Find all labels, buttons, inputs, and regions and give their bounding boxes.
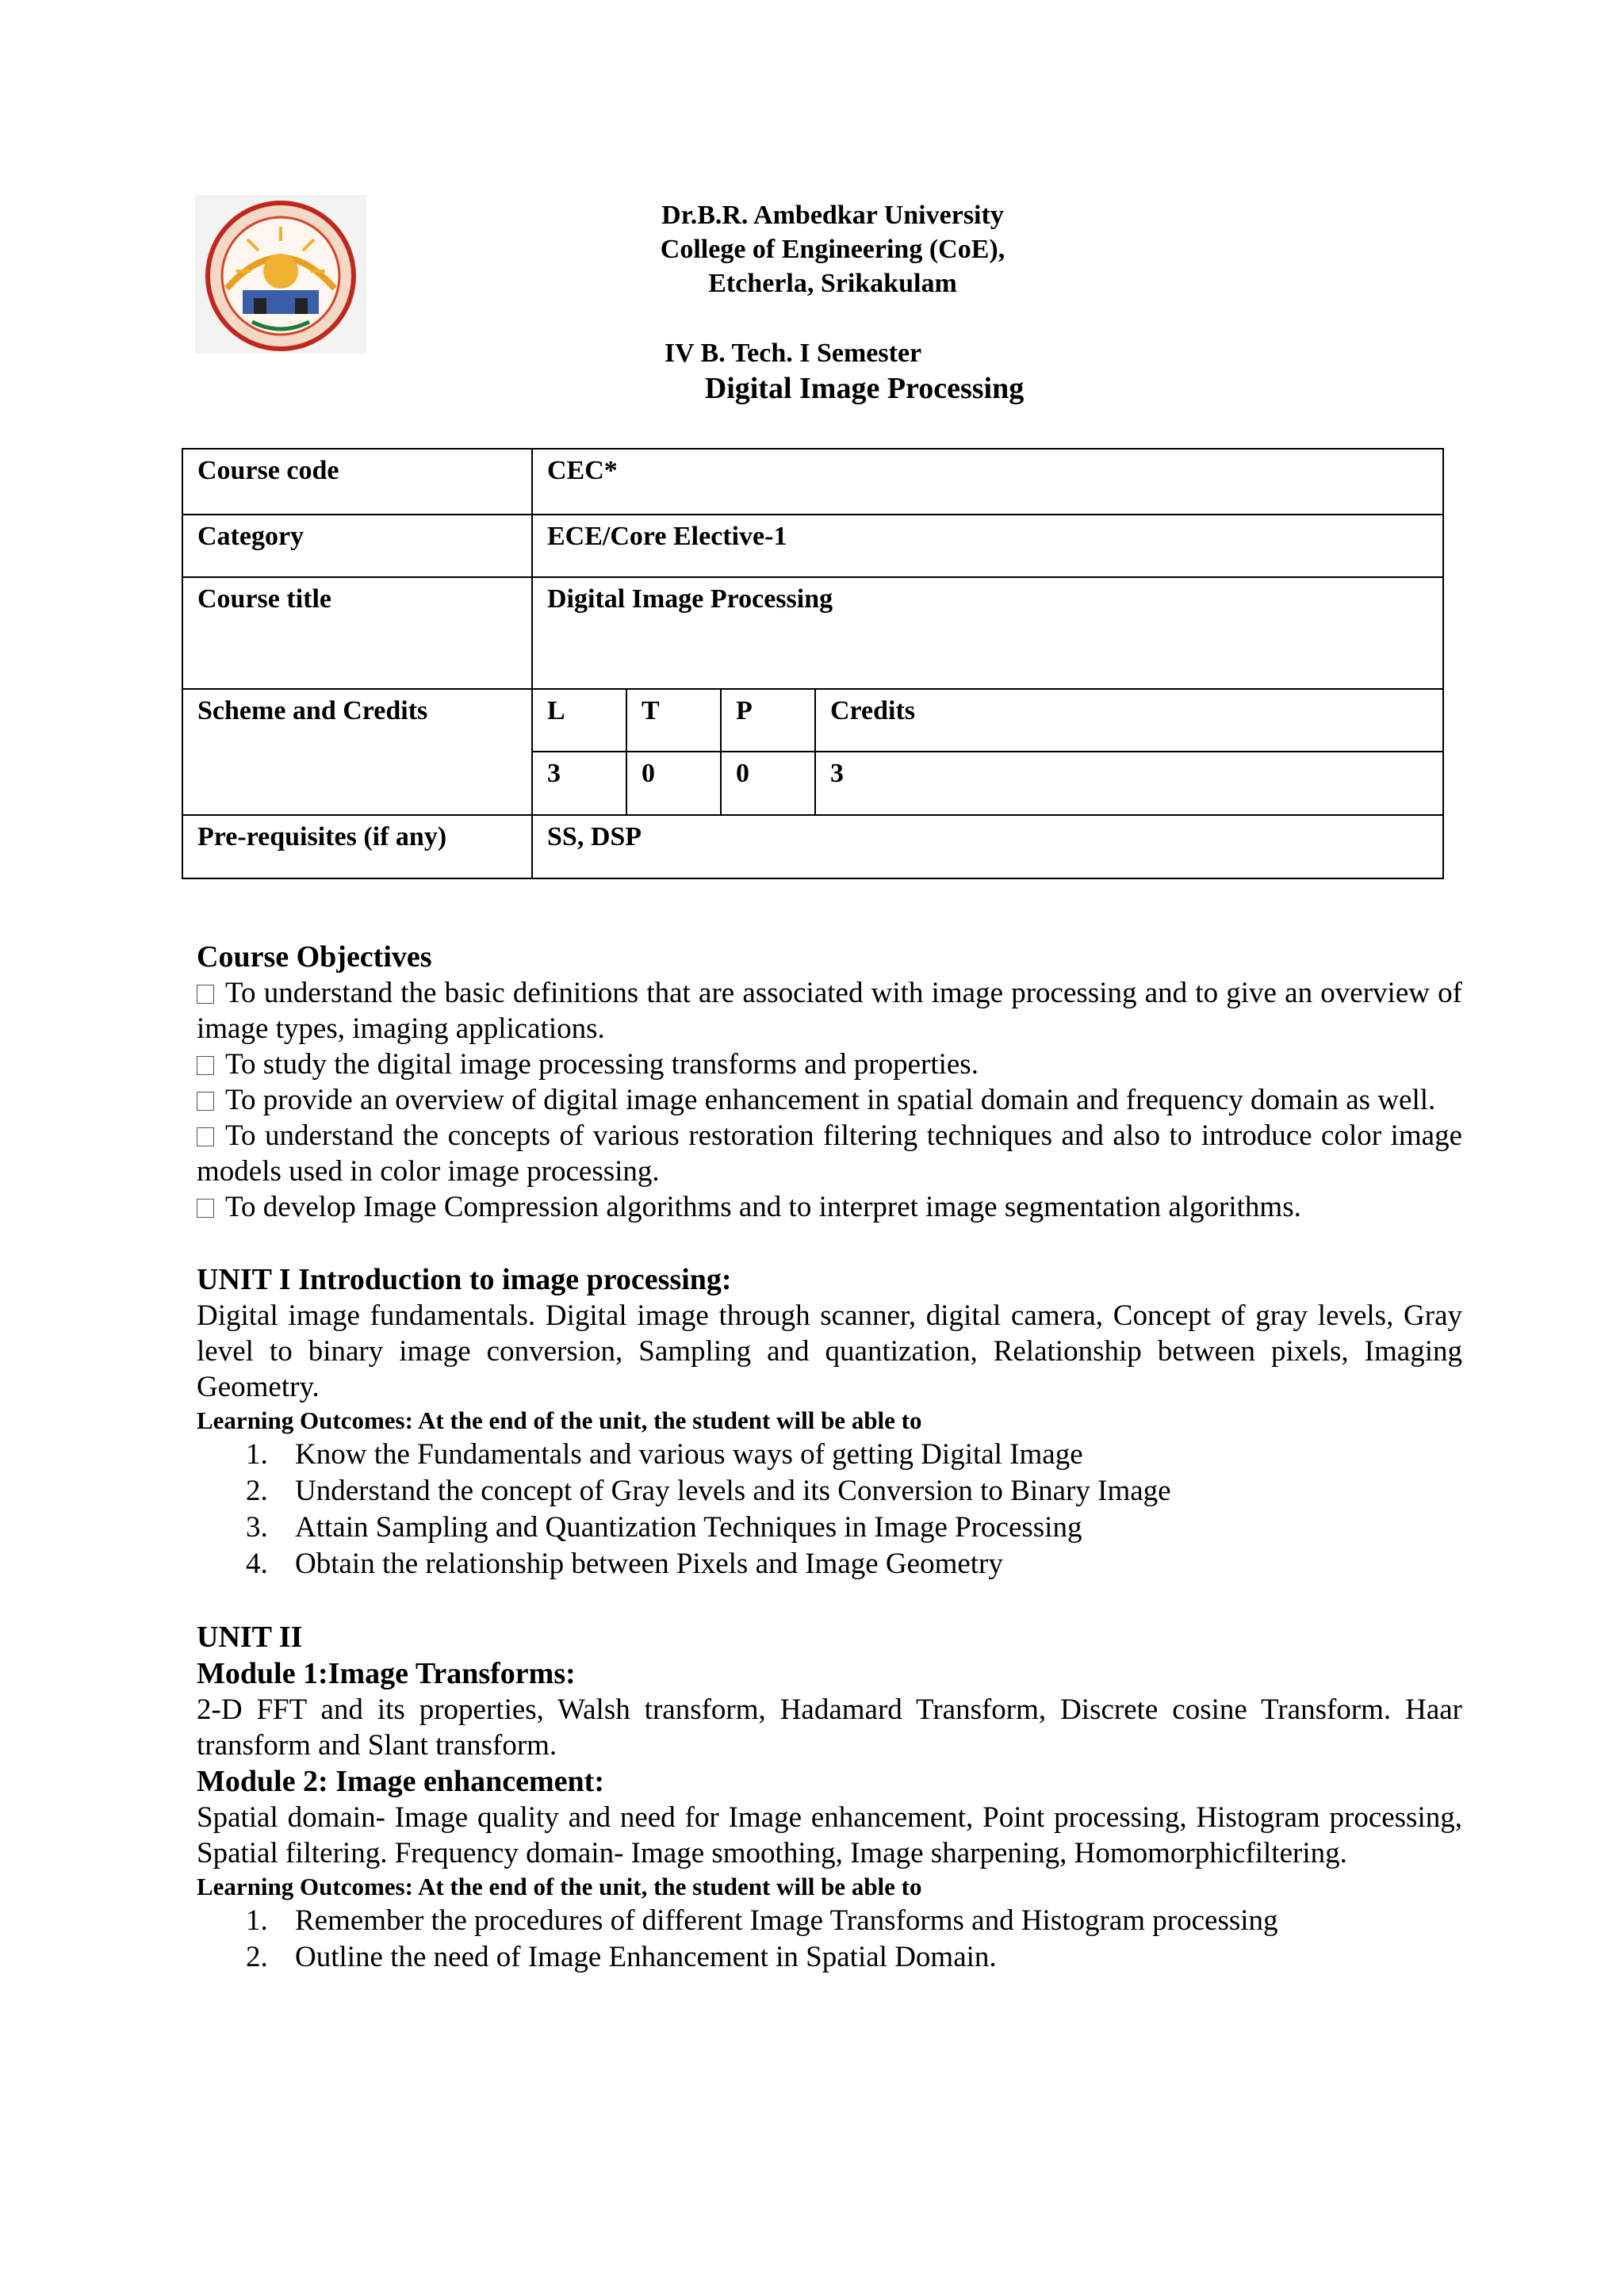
objective-text: To provide an overview of digital image enhancement in spatial domain and frequency domain as well. (225, 1084, 1436, 1116)
scheme-header-l: L (532, 689, 626, 752)
objective-text: To develop Image Compression algorithms and to interpret image segmentation algorithms. (225, 1191, 1301, 1223)
university-seal-icon (195, 195, 366, 354)
objective-text: To understand the basic definitions that are associated with image processing and to give an overview of image types, imaging applications. (197, 977, 1462, 1045)
module1-text: 2-D FFT and its properties, Walsh transform, Hadamard Transform, Discrete cosine Transform. Haar transform and Slant transform. (197, 1693, 1462, 1762)
college-name: College of Engineering (CoE), (660, 235, 1005, 264)
list-number: 2. (246, 1941, 268, 1973)
semester-title: IV B. Tech. I Semester (664, 339, 922, 368)
unit2-outcomes-label: Learning Outcomes: At the end of the unit, the student will be able to (197, 1873, 922, 1900)
list-number: 2. (246, 1475, 268, 1507)
bullet-box-icon (197, 1056, 214, 1075)
subject-title: Digital Image Processing (704, 372, 1025, 405)
bullet-box-icon (197, 1092, 214, 1111)
objective-item (197, 975, 1462, 1047)
objective-item (197, 1189, 1462, 1225)
objective-item (197, 1047, 1462, 1082)
list-text: Understand the concept of Gray levels and its Conversion to Binary Image (295, 1475, 1171, 1507)
prereq-label: Pre-requisites (if any) (182, 815, 532, 878)
scheme-header-p: P (721, 689, 815, 752)
college-location: Etcherla, Srikakulam (708, 269, 957, 298)
unit2-heading: UNIT II (197, 1621, 303, 1654)
bullet-box-icon (197, 1199, 214, 1218)
scheme-value-t: 0 (626, 752, 721, 815)
objective-item (197, 1082, 1462, 1118)
course-title-label: Course title (182, 577, 532, 689)
scheme-header-t: T (626, 689, 721, 752)
list-number: 1. (246, 1438, 268, 1471)
list-item (246, 1473, 1462, 1510)
scheme-value-p: 0 (721, 752, 815, 815)
list-number: 1. (246, 1904, 268, 1937)
list-item (246, 1437, 1462, 1473)
table-row (182, 815, 1443, 878)
list-item (246, 1939, 1462, 1976)
list-text: Obtain the relationship between Pixels and Image Geometry (295, 1548, 1003, 1580)
bullet-box-icon (197, 1127, 214, 1146)
module2-text: Spatial domain- Image quality and need for Image enhancement, Point processing, Histogram processing, Spatial filtering. Frequency domain- Image smoothing, Image sharpening, Homomorphicfiltering. (197, 1801, 1462, 1869)
list-text: Know the Fundamentals and various ways of getting Digital Image (295, 1438, 1083, 1471)
scheme-header-credits: Credits (815, 689, 1443, 752)
bullet-box-icon (197, 985, 214, 1004)
list-item (246, 1546, 1462, 1582)
scheme-value-l: 3 (532, 752, 626, 815)
unit1-outcomes-label: Learning Outcomes: At the end of the unit, the student will be able to (197, 1406, 922, 1434)
table-row (182, 515, 1443, 577)
objective-text: To understand the concepts of various restoration filtering techniques and also to introduce color image models used in color image processing. (197, 1119, 1462, 1188)
list-item (246, 1903, 1462, 1939)
course-code-value: CEC* (532, 449, 1443, 515)
university-name: Dr.B.R. Ambedkar University (661, 201, 1004, 230)
module2-heading: Module 2: Image enhancement: (197, 1765, 604, 1798)
course-code-label: Course code (182, 449, 532, 515)
unit1-heading: UNIT I Introduction to image processing: (197, 1263, 732, 1296)
table-row (182, 449, 1443, 515)
category-label: Category (182, 515, 532, 577)
list-number: 3. (246, 1511, 268, 1544)
objective-text: To study the digital image processing transforms and properties. (225, 1048, 979, 1081)
list-item (246, 1510, 1462, 1546)
list-text: Remember the procedures of different Image Transforms and Histogram processing (295, 1904, 1278, 1937)
scheme-label: Scheme and Credits (182, 689, 532, 815)
course-title-value: Digital Image Processing (532, 577, 1443, 689)
list-text: Attain Sampling and Quantization Techniques in Image Processing (295, 1511, 1082, 1544)
unit2-outcomes-list (197, 1903, 1462, 1976)
objective-item (197, 1118, 1462, 1189)
table-row (182, 577, 1443, 689)
category-value: ECE/Core Elective-1 (532, 515, 1443, 577)
list-text: Outline the need of Image Enhancement in Spatial Domain. (295, 1941, 997, 1973)
table-row (182, 689, 1443, 752)
unit1-text: Digital image fundamentals. Digital image through scanner, digital camera, Concept of gray levels, Gray level to binary image conversion, Sampling and quantization, Relationship between pixels, Imaging Geometry. (197, 1299, 1462, 1403)
scheme-value-credits: 3 (815, 752, 1443, 815)
objectives-heading: Course Objectives (197, 940, 432, 974)
module1-heading: Module 1:Image Transforms: (197, 1657, 576, 1690)
prereq-value: SS, DSP (532, 815, 1443, 878)
unit1-outcomes-list (197, 1437, 1462, 1582)
university-logo (195, 195, 366, 354)
list-number: 4. (246, 1548, 268, 1580)
course-info-table (182, 448, 1444, 879)
syllabus-content (197, 939, 1462, 1976)
